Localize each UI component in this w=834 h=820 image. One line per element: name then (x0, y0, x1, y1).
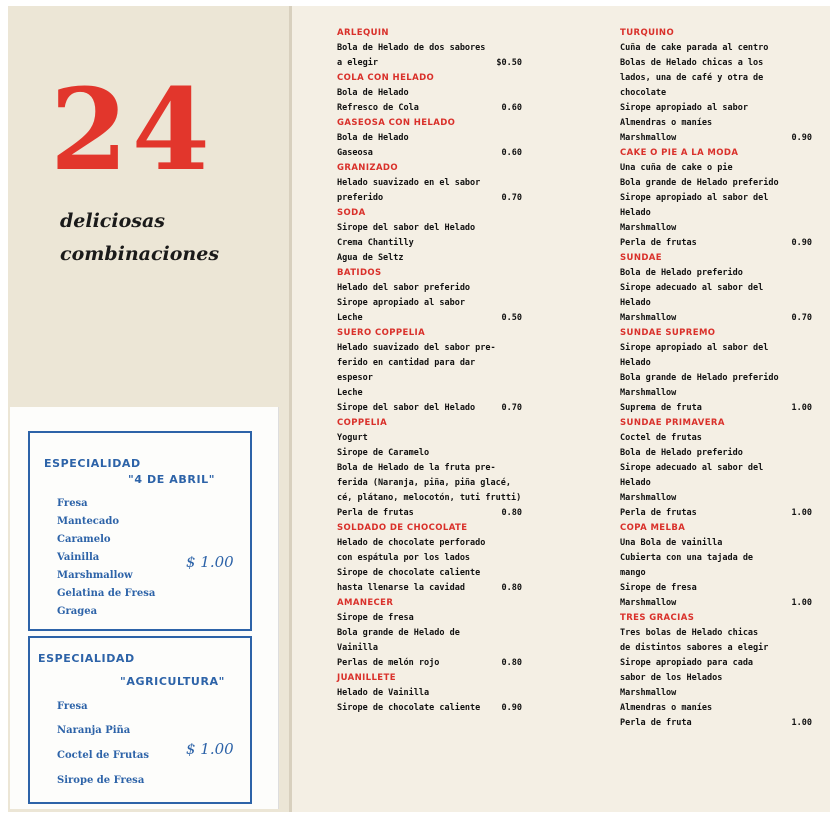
menu-section (337, 71, 522, 116)
section-title: SODA (337, 208, 366, 218)
menu-section (337, 266, 522, 326)
menu-line-text: Bola de Helado de dos sabores (337, 43, 486, 53)
menu-line-text: Coctel de frutas (620, 433, 702, 443)
price: $0.50 (496, 58, 522, 68)
menu-line (620, 176, 812, 191)
menu-line-text: Bola grande de Helado preferido (620, 373, 779, 383)
menu-line-text: Marshmallow (620, 133, 677, 143)
menu-line (620, 686, 812, 701)
menu-line (337, 641, 522, 656)
menu-line (620, 431, 812, 446)
menu-line-text: Helado (620, 478, 651, 488)
menu-line-text: Cubierta con una tajada de (620, 553, 754, 563)
price: 0.90 (501, 703, 522, 713)
menu-line-text: ferida (Naranja, piña, piña glacé, (337, 478, 511, 488)
menu-line (337, 461, 522, 476)
menu-section (620, 251, 812, 326)
menu-line-text: Almendras o maníes (620, 118, 713, 128)
menu-line-text: Helado suavizado en el sabor (337, 178, 481, 188)
section-title: AMANECER (337, 598, 394, 608)
menu-line-text: Sirope del sabor del Helado (337, 403, 476, 413)
price: 0.60 (501, 148, 522, 158)
menu-line-text: con espátula por los lados (337, 553, 471, 563)
menu-line (620, 71, 812, 86)
menu-line (337, 146, 522, 161)
menu-line (620, 446, 812, 461)
menu-line (337, 476, 522, 491)
menu-line (620, 491, 812, 506)
menu-line-text: Sirope de fresa (337, 613, 414, 623)
menu-line (337, 191, 522, 206)
menu-line (620, 566, 812, 581)
menu-line-text: Sirope apropiado al sabor del (620, 193, 769, 203)
menu-line (337, 176, 522, 191)
section-title: SUNDAE PRIMAVERA (620, 418, 725, 428)
menu-line (337, 251, 522, 266)
menu-column-1 (337, 26, 522, 716)
section-title: SOLDADO DE CHOCOLATE (337, 523, 468, 533)
menu-line-text: Sirope del sabor del Helado (337, 223, 476, 233)
menu-line-text: Sirope apropiado al sabor del (620, 343, 769, 353)
menu-line (337, 566, 522, 581)
menu-line-text: Helado del sabor preferido (337, 283, 471, 293)
menu-line (620, 86, 812, 101)
menu-line (620, 386, 812, 401)
fold-line (289, 6, 292, 812)
price: 0.70 (791, 313, 812, 323)
menu-line (620, 626, 812, 641)
menu-line-text: Marshmallow (620, 598, 677, 608)
menu-line-text: Sirope de Caramelo (337, 448, 430, 458)
special-2-item: Naranja Piña (57, 725, 131, 736)
section-title: SUERO COPPELIA (337, 328, 426, 338)
menu-line (620, 641, 812, 656)
menu-line-text: Helado (620, 358, 651, 368)
price: 1.00 (791, 508, 812, 518)
menu-section (337, 116, 522, 161)
section-title: COLA CON HELADO (337, 73, 435, 83)
special-2-name: "AGRICULTURA" (120, 675, 225, 688)
menu-line (620, 206, 812, 221)
price: 1.00 (791, 718, 812, 728)
menu-line (337, 506, 522, 521)
menu-line (620, 161, 812, 176)
price: 0.80 (501, 508, 522, 518)
menu-line-text: de distintos sabores a elegir (620, 643, 769, 653)
menu-line-text: Cuña de cake parada al centro (620, 43, 769, 53)
menu-line-text: Marshmallow (620, 388, 677, 398)
special-2-item: Coctel de Frutas (57, 750, 150, 761)
menu-line-text: ferido en cantidad para dar (337, 358, 476, 368)
menu-line-text: a elegir (337, 58, 378, 68)
menu-line (620, 191, 812, 206)
special-1-item: Mantecado (57, 516, 120, 527)
menu-line (620, 221, 812, 236)
menu-line (620, 476, 812, 491)
menu-line (620, 116, 812, 131)
menu-line-text: chocolate (620, 88, 667, 98)
menu-line-text: Vainilla (337, 643, 378, 653)
menu-line (620, 311, 812, 326)
menu-column-2 (620, 26, 812, 731)
special-1-item: Fresa (57, 498, 88, 509)
menu-line-text: Bolas de Helado chicas a los (620, 58, 764, 68)
menu-line (620, 536, 812, 551)
menu-line (337, 536, 522, 551)
special-1-item: Gelatina de Fresa (57, 588, 156, 599)
menu-section (620, 146, 812, 251)
price: 0.80 (501, 583, 522, 593)
price: 0.70 (501, 193, 522, 203)
menu-line (337, 371, 522, 386)
menu-line (620, 131, 812, 146)
menu-line-text: Perla de frutas (337, 508, 414, 518)
price: 0.60 (501, 103, 522, 113)
menu-section (337, 326, 522, 416)
menu-line-text: Una cuña de cake o pie (620, 163, 733, 173)
special-1-name: "4 DE ABRIL" (128, 473, 216, 486)
menu-line (337, 101, 522, 116)
menu-line (337, 131, 522, 146)
menu-section (337, 521, 522, 596)
menu-section (337, 596, 522, 671)
menu-section (337, 416, 522, 521)
section-title: ARLEQUIN (337, 28, 389, 38)
menu-line (337, 491, 522, 506)
menu-line-text: Agua de Seltz (337, 253, 404, 263)
menu-line (337, 56, 522, 71)
menu-line-text: hasta llenarse la cavidad (337, 583, 465, 593)
menu-line (337, 656, 522, 671)
menu-line-text: Sirope adecuado al sabor del (620, 283, 764, 293)
menu-line-text: Perla de frutas (620, 508, 697, 518)
tagline-line-1: deliciosas (60, 210, 165, 232)
menu-line (620, 341, 812, 356)
special-1-item: Caramelo (57, 534, 111, 545)
section-title: COPPELIA (337, 418, 388, 428)
menu-line-text: Bola de Helado de la fruta pre- (337, 463, 496, 473)
menu-section (620, 26, 812, 146)
menu-line-text: Bola grande de Helado de (337, 628, 460, 638)
menu-line-text: Marshmallow (620, 313, 677, 323)
section-title: BATIDOS (337, 268, 382, 278)
menu-section (337, 671, 522, 716)
menu-line-text: Bola de Helado preferido (620, 268, 743, 278)
menu-line-text: Bola de Helado (337, 133, 409, 143)
menu-line (620, 401, 812, 416)
menu-line (620, 101, 812, 116)
menu-line-text: Marshmallow (620, 688, 677, 698)
section-title: SUNDAE SUPREMO (620, 328, 716, 338)
menu-line-text: Perlas de melón rojo (337, 658, 440, 668)
menu-line (337, 281, 522, 296)
menu-line-text: Sirope adecuado al sabor del (620, 463, 764, 473)
cover-number: 24 (50, 65, 214, 196)
menu-line-text: Sirope apropiado al sabor (337, 298, 465, 308)
menu-line (620, 461, 812, 476)
menu-line (337, 86, 522, 101)
special-1-item: Gragea (57, 606, 98, 617)
menu-line (337, 581, 522, 596)
menu-line (337, 296, 522, 311)
menu-line-text: Sirope apropiado al sabor (620, 103, 748, 113)
menu-line (620, 356, 812, 371)
price: 1.00 (791, 403, 812, 413)
menu-line (337, 626, 522, 641)
menu-line-text: Marshmallow (620, 493, 677, 503)
special-2-item: Sirope de Fresa (57, 775, 145, 786)
menu-section (620, 611, 812, 731)
menu-section (337, 26, 522, 71)
menu-line (337, 236, 522, 251)
section-title: COPA MELBA (620, 523, 686, 533)
menu-line (620, 506, 812, 521)
menu-line (620, 701, 812, 716)
menu-line-text: mango (620, 568, 646, 578)
price: 0.70 (501, 403, 522, 413)
menu-line-text: Gaseosa (337, 148, 373, 158)
menu-line (337, 386, 522, 401)
menu-line-text: Perla de frutas (620, 238, 697, 248)
menu-line (620, 281, 812, 296)
menu-line-text: Sirope de fresa (620, 583, 697, 593)
menu-section (337, 206, 522, 266)
menu-line (337, 551, 522, 566)
menu-line (337, 356, 522, 371)
special-1-title: ESPECIALIDAD (44, 457, 141, 470)
menu-line-text: preferido (337, 193, 384, 203)
menu-line (620, 596, 812, 611)
menu-line (337, 221, 522, 236)
section-title: JUANILLETE (337, 673, 396, 683)
section-title: GRANIZADO (337, 163, 398, 173)
menu-line-text: Almendras o maníes (620, 703, 713, 713)
menu-line-text: Sirope de chocolate caliente (337, 703, 481, 713)
menu-line-text: Bola grande de Helado preferido (620, 178, 779, 188)
menu-line-text: Una Bola de vainilla (620, 538, 723, 548)
price: 0.90 (791, 133, 812, 143)
menu-line-text: espesor (337, 373, 373, 383)
menu-line-text: Suprema de fruta (620, 403, 702, 413)
menu-line-text: Helado de Vainilla (337, 688, 430, 698)
menu-line-text: Refresco de Cola (337, 103, 419, 113)
menu-line-text: Yogurt (337, 433, 368, 443)
menu-line-text: Helado suavizado del sabor pre- (337, 343, 496, 353)
menu-line (337, 41, 522, 56)
menu-section (620, 416, 812, 521)
menu-section (620, 326, 812, 416)
menu-line (620, 296, 812, 311)
menu-line-text: sabor de los Helados (620, 673, 723, 683)
special-1-item: Vainilla (57, 552, 100, 563)
special-2-item: Fresa (57, 701, 88, 712)
price: 0.90 (791, 238, 812, 248)
section-title: CAKE O PIE A LA MODA (620, 148, 739, 158)
menu-line-text: Tres bolas de Helado chicas (620, 628, 759, 638)
menu-line (620, 56, 812, 71)
menu-line-text: Sirope de chocolate caliente (337, 568, 481, 578)
menu-line (620, 236, 812, 251)
menu-line-text: Crema Chantilly (337, 238, 414, 248)
section-title: SUNDAE (620, 253, 662, 263)
menu-line-text: Helado (620, 208, 651, 218)
menu-line (620, 581, 812, 596)
menu-line (620, 656, 812, 671)
special-2-price: $ 1.00 (186, 740, 234, 758)
menu-line-text: Bola de Helado preferido (620, 448, 743, 458)
menu-line (337, 401, 522, 416)
menu-section (337, 161, 522, 206)
menu-line (337, 311, 522, 326)
menu-line (337, 701, 522, 716)
menu-line-text: Leche (337, 388, 363, 398)
menu-line (620, 266, 812, 281)
menu-line (620, 671, 812, 686)
menu-line (620, 371, 812, 386)
section-title: GASEOSA CON HELADO (337, 118, 456, 128)
menu-line-text: Leche (337, 313, 363, 323)
menu-line-text: Bola de Helado (337, 88, 409, 98)
section-title: TRES GRACIAS (620, 613, 695, 623)
menu-line (620, 551, 812, 566)
price: 0.50 (501, 313, 522, 323)
menu-line (337, 446, 522, 461)
menu-line (337, 431, 522, 446)
menu-line-text: Perla de fruta (620, 718, 692, 728)
special-1-price: $ 1.00 (186, 553, 234, 571)
menu-line-text: Marshmallow (620, 223, 677, 233)
menu-line-text: cé, plátano, melocotón, tuti frutti) (337, 493, 522, 503)
price: 1.00 (791, 598, 812, 608)
menu-line (337, 611, 522, 626)
special-1-item: Marshmallow (57, 570, 133, 581)
section-title: TURQUINO (620, 28, 675, 38)
menu-line-text: Helado de chocolate perforado (337, 538, 486, 548)
menu-line-text: Sirope apropiado para cada (620, 658, 754, 668)
price: 0.80 (501, 658, 522, 668)
menu-line (620, 41, 812, 56)
special-2-title: ESPECIALIDAD (38, 652, 135, 665)
menu-line-text: Helado (620, 298, 651, 308)
menu-line-text: lados, una de café y otra de (620, 73, 764, 83)
cover-tagline (60, 205, 219, 271)
tagline-line-2: combinaciones (60, 243, 220, 265)
menu-line (337, 686, 522, 701)
menu-section (620, 521, 812, 611)
menu-line (620, 716, 812, 731)
menu-line (337, 341, 522, 356)
